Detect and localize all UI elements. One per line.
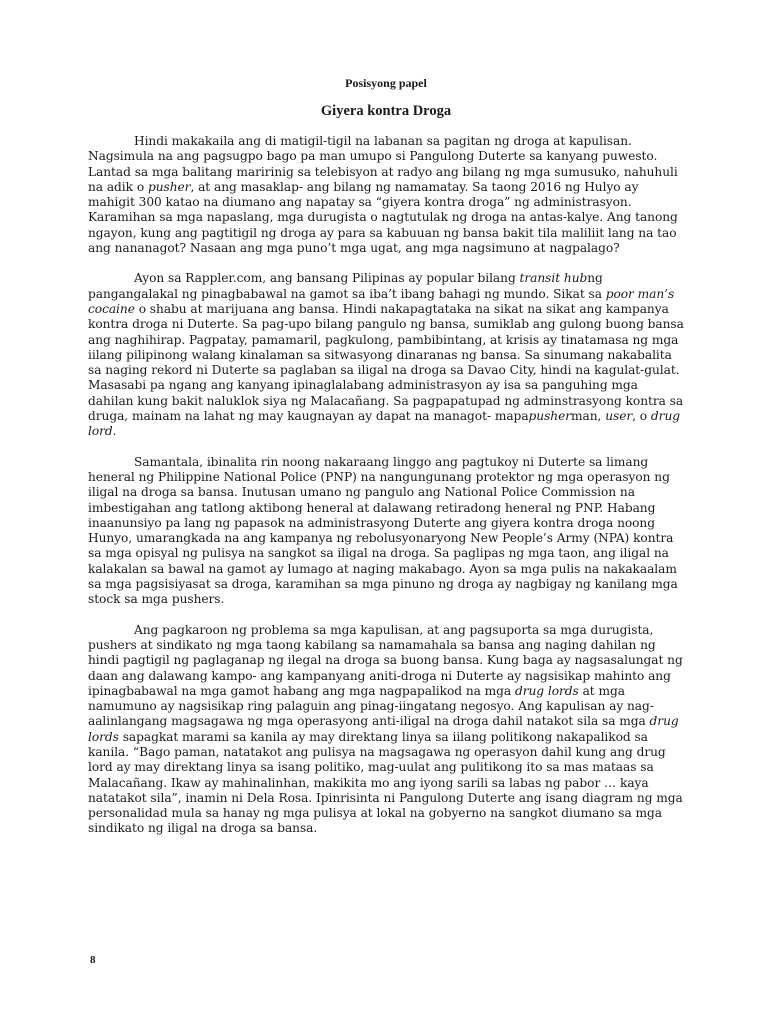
- italic-term: pusher: [147, 179, 191, 194]
- body-paragraph: [88, 134, 684, 256]
- body-paragraph: [88, 455, 684, 608]
- document-subtitle: Posisyong papel: [345, 76, 427, 90]
- italic-term: transit hub: [519, 271, 588, 286]
- body-paragraph: [88, 271, 684, 439]
- text-run: sapagkat marami sa kanila ay may direktang linya sa iilang politikong nakapalikod sa kanila. “Bago paman, natatakot ang pulisya na magsagawa ng operasyon dahil kung ang drug lord ay may direktang linya sa isang politiko, mag-uulat ang pulitikong ito sa mas mataas sa Malacañang. Ikaw ay mahinalinhan, makikita mo ang iyong sarili sa labas ng pabor … kaya natatakot sila”, inamin ni Dela Rosa. Ipinrisinta ni Pangulong Duterte ang isang diagram ng mga personalidad mula sa hanay ng mga pulisya at lokal na gobyerno na sangkot diumano sa mga sindikato ng iligal na droga sa bansa.: [88, 729, 683, 836]
- text-run: Ang pagkaroon ng problema sa mga kapulisan, at ang pagsuporta sa mga durugista, pushers at sindikato ng mga taong kabilang sa namamahala sa bansa ang naging dahilan ng hindi pagtigil ng paglaganap ng ilegal na droga sa buong bansa. Kung baga ay nagsasalungat ng daan ang dalawang kampo- ang kampanyang aniti-droga ni Duterte ay nagsisikap mahinto ang ipinagbabawal na mga gamot habang ang mga nagpapalikod na mga: [88, 622, 683, 698]
- italic-term: poor man’s cocaine: [88, 286, 675, 316]
- text-run: o shabu at marijuana ang bansa. Hindi nakapagtataka na sikat na sikat ang kampanya kontra droga ni Duterte. Sa pag-upo bilang pangulo ng bansa, sumiklab ang gulong buong bansa ang naghihirap. Pagpatay, pamamaril, pagkulong, pambibintang, at krisis ay tinatamasa ng mga iilang pilipinong walang kinalaman sa sitwasyong dinaranas ng bansa. Sa sinumang nakabalita sa naging rekord ni Duterte sa paglaban sa iligal na droga sa Davao City, hindi na kagulat-gulat. Masasabi pa ngang ang kanyang ipinaglalabang administrasyon ay isa sa panguhing mga dahilan kung bakit naluklok siya ng Malacañang. Sa pagpapatupad ng adminstrasyong kontra sa druga, mainam na lahat ng may kaugnayan ay dapat na managot- mapa: [88, 301, 684, 424]
- italic-term: pusher: [528, 409, 572, 424]
- text-run: Hindi makakaila ang di matigil-tigil na labanan sa pagitan ng droga at kapulisan. Nagsimula na ang pagsugpo bago pa man umupo si Pangulong Duterte sa kanyang puwesto. Lantad sa mga balitang maririnig sa telebisyon at radyo ang bilang ng mga sumusuko, nahuhuli na adik o: [88, 134, 678, 194]
- text-run: , o: [632, 409, 651, 424]
- italic-term: drug lords: [514, 683, 579, 698]
- text-run: Ayon sa Rappler.com, ang bansang Pilipinas ay popular bilang: [134, 271, 520, 286]
- italic-term: drug lord: [88, 409, 681, 439]
- italic-term: user: [605, 409, 633, 424]
- text-run: ng pangangalakal ng pinagbabawal na gamot sa iba’t ibang bahagi ng mundo. Sikat sa: [88, 271, 606, 301]
- text-run: at mga namumuno ay nagsisikap ring palaguin ang pinag-iingatang negosyo. Ang kapulisan ay nag-aalinlangang magsagawa ng mga operasyong anti-iligal na droga dahil natakot sila sa mga: [88, 683, 654, 729]
- text-run: .: [112, 424, 117, 439]
- body-paragraph: [88, 623, 684, 837]
- page-number: 8: [90, 954, 96, 966]
- document-body: [88, 134, 684, 837]
- italic-term: drug lords: [88, 714, 679, 744]
- document-page: [88, 76, 684, 852]
- document-title: Giyera kontra Droga: [320, 103, 452, 119]
- text-run: man,: [571, 409, 606, 424]
- text-run: , at ang masaklap- ang bilang ng namamatay. Sa taong 2016 ng Hulyo ay mahigit 300 katao na diumano ang napatay sa “giyera kontra droga” ng administrasyon. Karamihan sa mga napaslang, mga durugista o nagtutulak ng droga na antas-kalye. Ang tanong ngayon, kung ang pagtitigil ng droga ay para sa kabuuan ng bansa bakit tila maliliit lang na tao ang nananagot? Nasaan ang mga puno’t mga ugat, ang mga nagsimuno at nagpalago?: [88, 179, 678, 256]
- text-run: Samantala, ibinalita rin noong nakaraang linggo ang pagtukoy ni Duterte sa limang heneral ng Philippine National Police (PNP) na nangungunang protektor ng mga operasyon ng iligal na droga sa bansa. Inutusan umano ng pangulo ang National Police Commission na imbestigahan ang tatlong aktibong heneral at dalawang retiradong heneral ng PNP. Habang inaanunsiyo pa lang ng papasok na administrasyong Duterte ang giyera kontra droga noong Hunyo, umarangkada na ang kampanya ng rebolusyonaryong New People’s Army (NPA) kontra sa mga opisyal ng pulisya na sangkot sa iligal na droga. Sa paglipas ng mga taon, ang iligal na kalakalan sa bawal na gamot ay lumago at naging makabago. Ayon sa mga pulis na nakakaalam sa mga pagsisiyasat sa droga, karamihan sa mga pinuno ng droga ay nagbigay ng kanilang mga stock sa mga pushers.: [88, 454, 678, 607]
